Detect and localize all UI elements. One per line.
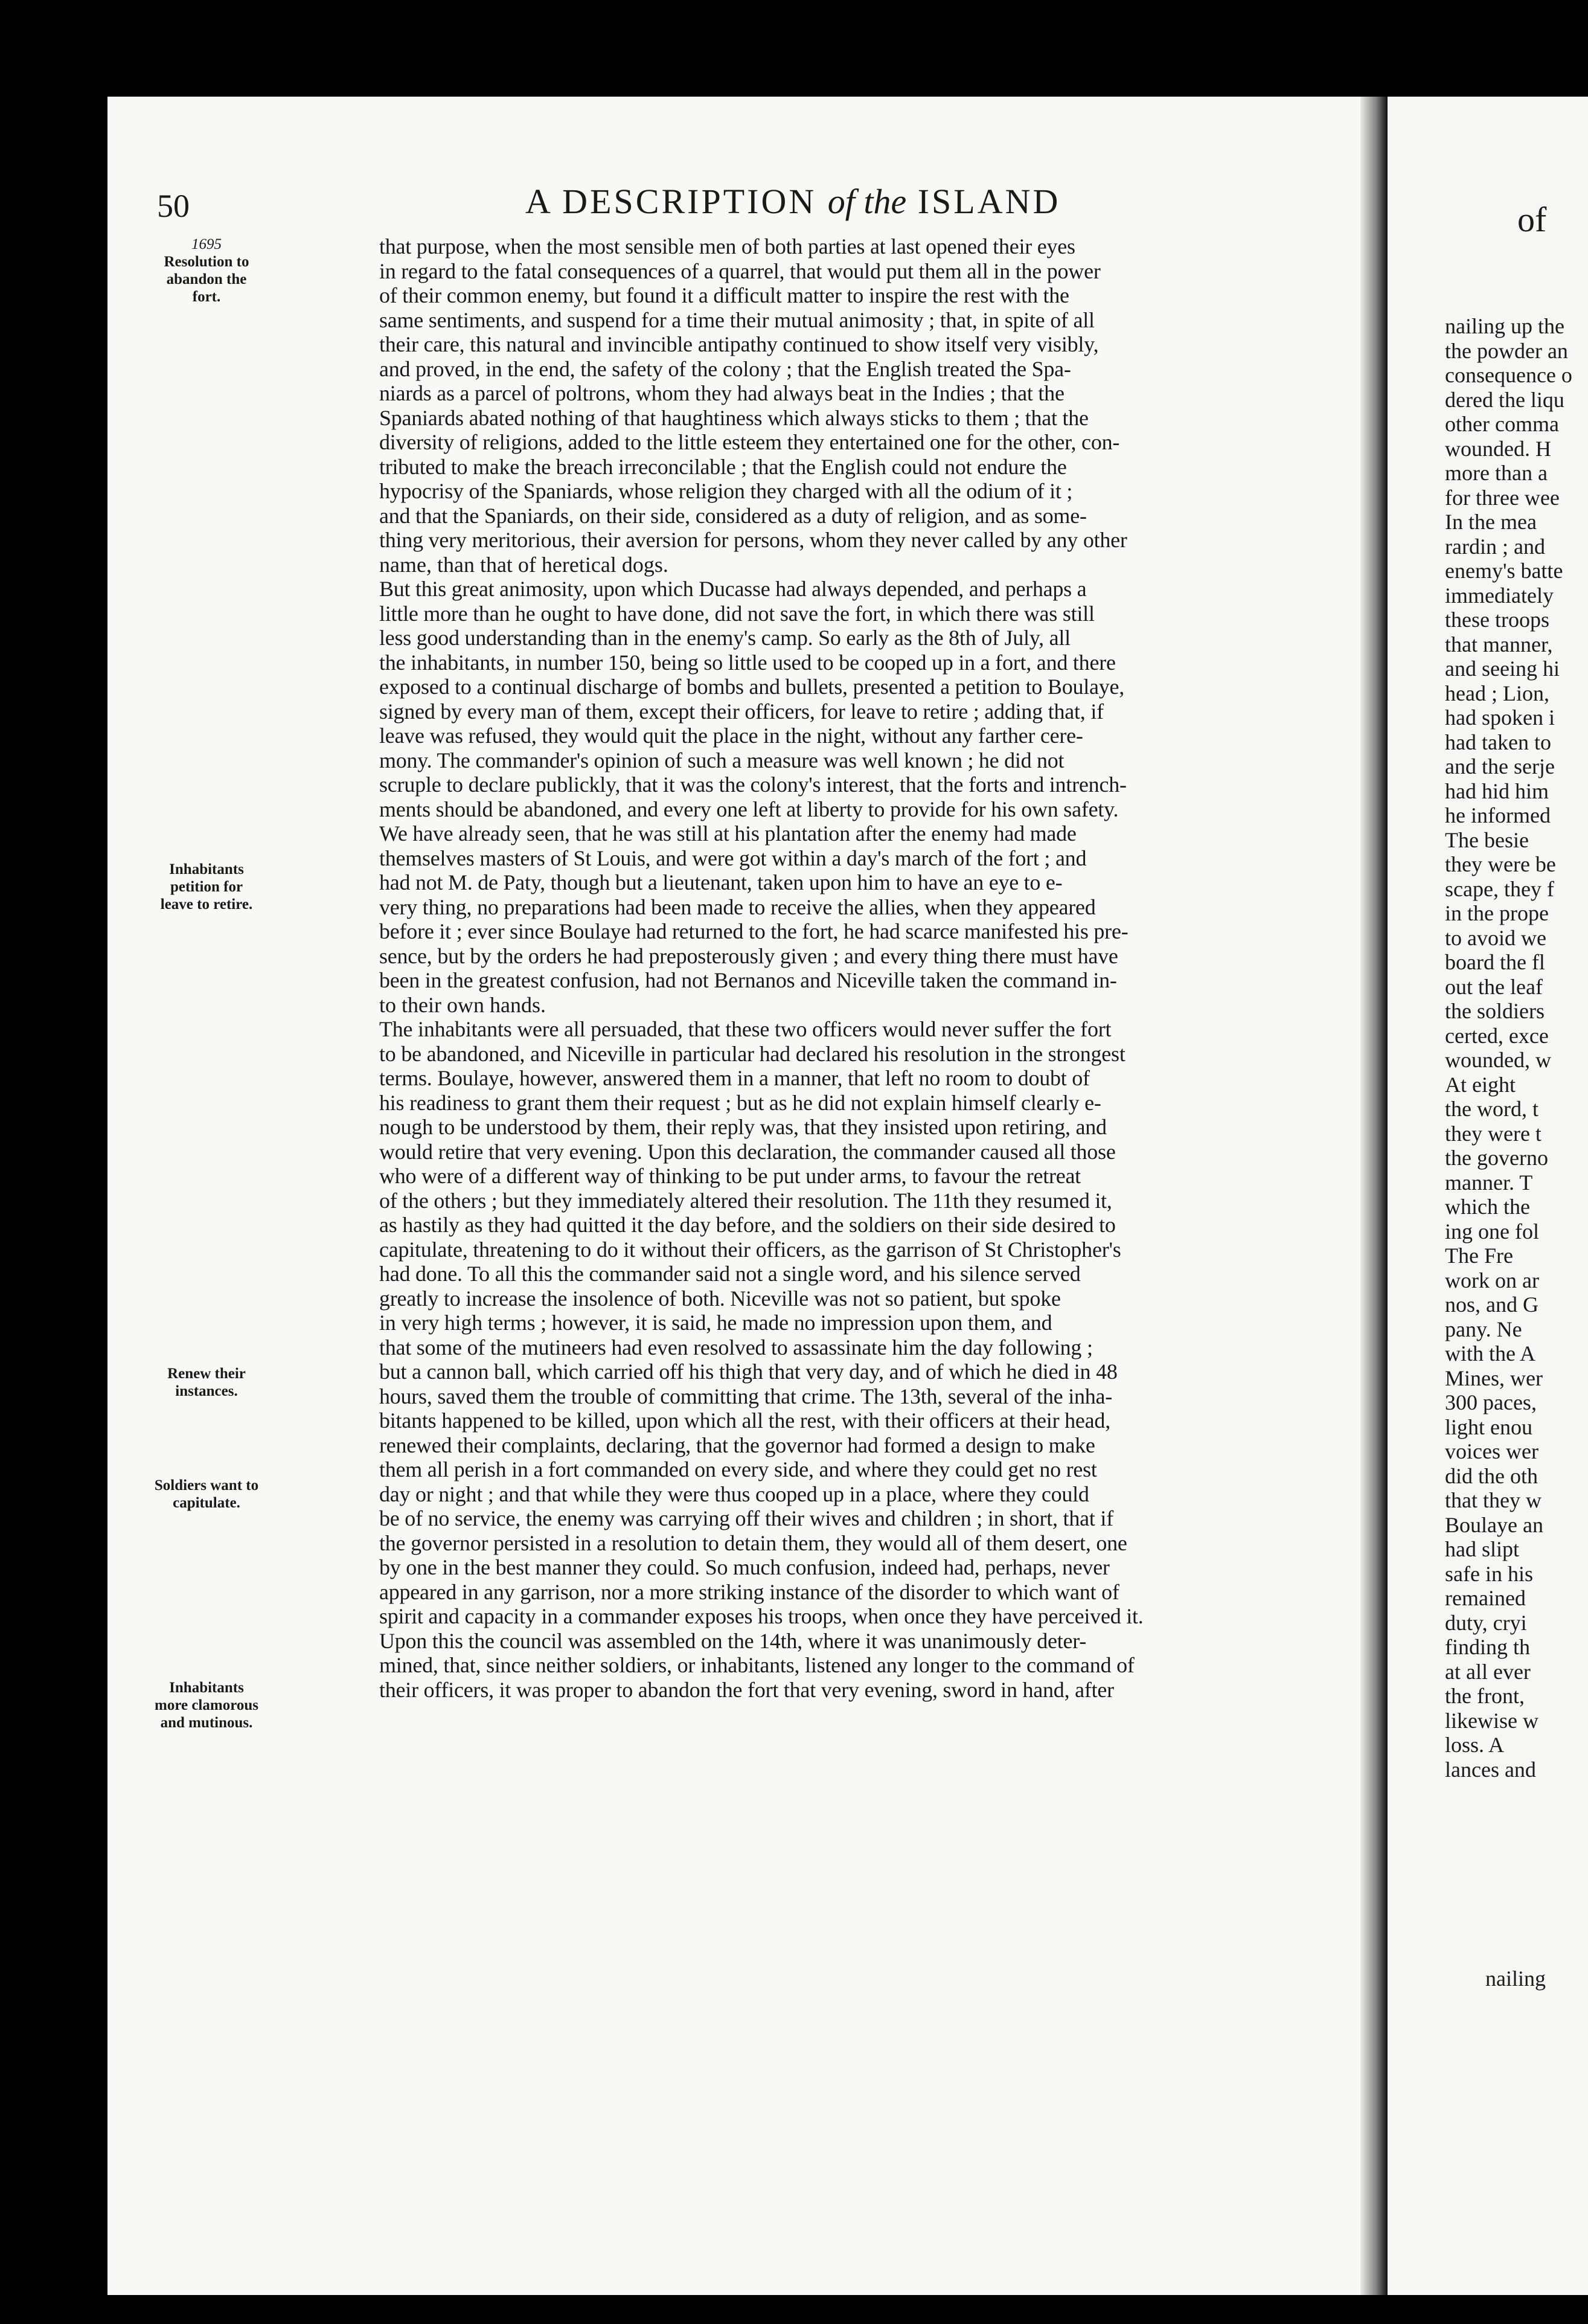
right-page-line: in the prope [1445, 901, 1549, 925]
right-page-line: the word, t [1445, 1097, 1538, 1121]
body-line: the governor persisted in a resolution to detain them, they would all of them desert, one [379, 1530, 1127, 1555]
right-page-line: and seeing hi [1445, 656, 1560, 681]
right-page-line: had hid him [1445, 778, 1549, 803]
body-line: them all perish in a fort commanded on every side, and where they could get no rest [379, 1457, 1097, 1481]
right-page-line: remained [1445, 1586, 1526, 1610]
body-line: and that the Spaniards, on their side, considered as a duty of religion, and as some- [379, 503, 1087, 528]
right-page-line: 300 paces, [1445, 1390, 1537, 1414]
body-line: renewed their complaints, declaring, that the governor had formed a design to make [379, 1433, 1095, 1457]
right-page-line: scape, they f [1445, 876, 1554, 901]
right-page-text [1445, 314, 1588, 1782]
catchword: nailing [1485, 1966, 1546, 1991]
body-line: little more than he ought to have done, did not save the fort, in which there was still [379, 601, 1095, 626]
body-line: tributed to make the breach irreconcilable ; that the English could not endure the [379, 454, 1067, 479]
body-line: scruple to declare publickly, that it was the colony's interest, that the forts and intrench- [379, 772, 1127, 797]
right-page-line: At eight [1445, 1072, 1516, 1097]
body-text [379, 234, 1345, 2209]
body-line: had not M. de Paty, though but a lieutenant, taken upon him to have an eye to e- [379, 870, 1063, 894]
body-line: in regard to the fatal consequences of a quarrel, that would put them all in the power [379, 258, 1101, 283]
body-line: of their common enemy, but found it a difficult matter to inspire the rest with the [379, 283, 1069, 307]
book-gutter [1360, 97, 1388, 2295]
right-page-line: immediately [1445, 583, 1554, 608]
right-page-line: certed, exce [1445, 1023, 1549, 1048]
body-line: his readiness to grant them their request ; but as he did not explain himself clearly e- [379, 1090, 1101, 1115]
body-line: Upon this the council was assembled on the 14th, where it was unanimously deter- [379, 1628, 1087, 1653]
margin-note-text: Inhabitants petition for leave to retire. [160, 861, 253, 913]
right-page-line: nailing up the [1445, 314, 1564, 338]
right-page-header: of [1517, 200, 1547, 239]
right-page-line: work on ar [1445, 1268, 1539, 1292]
right-page-line: at all ever [1445, 1659, 1531, 1684]
right-page-line: voices wer [1445, 1439, 1538, 1463]
body-line: But this great animosity, upon which Ducasse had always depended, and perhaps a [379, 577, 1087, 601]
right-page-line: lances and [1445, 1757, 1536, 1782]
body-line: diversity of religions, added to the little esteem they entertained one for the other, con- [379, 430, 1120, 454]
body-line: as hastily as they had quitted it the day before, and the soldiers on their side desired to [379, 1213, 1116, 1237]
right-page-line: which the [1445, 1195, 1530, 1219]
right-page-line: the governo [1445, 1146, 1548, 1170]
body-line: bitants happened to be killed, upon which all the rest, with their officers at their head, [379, 1408, 1110, 1433]
body-line: signed by every man of them, except their officers, for leave to retire ; adding that, if [379, 699, 1104, 724]
right-page-line: manner. T [1445, 1170, 1533, 1195]
body-line: hypocrisy of the Spaniards, whose religion they charged with all the odium of it ; [379, 479, 1073, 503]
right-page-line: that manner, [1445, 632, 1553, 656]
margin-note [152, 1477, 261, 1512]
right-page-line: with the A [1445, 1341, 1535, 1366]
body-line: had done. To all this the commander said not a single word, and his silence served [379, 1262, 1081, 1286]
right-page-line: finding th [1445, 1635, 1530, 1659]
title-part-2: of the [827, 182, 907, 221]
margin-note [152, 1679, 261, 1732]
body-line: but a cannon ball, which carried off his thigh that very day, and of which he died in 48 [379, 1359, 1118, 1384]
body-line: thing very meritorious, their aversion for persons, whom they never called by any other [379, 528, 1127, 552]
page-number: 50 [157, 188, 190, 224]
body-line: their care, this natural and invincible antipathy continued to show itself very visibly, [379, 332, 1099, 356]
body-line: ments should be abandoned, and every one left at liberty to provide for his own safety. [379, 797, 1119, 821]
body-line: niards as a parcel of poltrons, whom they had always beat in the Indies ; that the [379, 381, 1065, 405]
right-page-line: had slipt [1445, 1537, 1519, 1561]
body-line: spirit and capacity in a commander exposes his troops, when once they have perceived it. [379, 1604, 1144, 1628]
margin-note-text: Renew their instances. [167, 1366, 246, 1399]
margin-note-text: Inhabitants more clamorous and mutinous. [155, 1680, 258, 1731]
body-line: same sentiments, and suspend for a time their mutual animosity ; that, in spite of all [379, 307, 1095, 332]
body-line: terms. Boulaye, however, answered them in a manner, that left no room to doubt of [379, 1066, 1090, 1090]
right-page [1388, 97, 1588, 2295]
body-line: Spaniards abated nothing of that haughtiness which always sticks to them ; that the [379, 405, 1089, 430]
right-page-line: enemy's batte [1445, 559, 1563, 583]
body-line: before it ; ever since Boulaye had returned to the fort, he had scarce manifested his pre- [379, 919, 1129, 943]
right-page-line: The besie [1445, 827, 1529, 852]
body-line: capitulate, threatening to do it without their officers, as the garrison of St Christopher's [379, 1237, 1121, 1262]
margin-note-year: 1695 [191, 236, 222, 252]
running-title [525, 181, 1060, 222]
body-line: that some of the mutineers had even resolved to assassinate him the day following ; [379, 1335, 1093, 1359]
right-page-line: the front, [1445, 1684, 1525, 1708]
margin-note [152, 236, 261, 306]
right-page-line: head ; Lion, [1445, 681, 1549, 705]
body-line: in very high terms ; however, it is said, he made no impression upon them, and [379, 1311, 1052, 1335]
right-page-line: they were t [1445, 1121, 1542, 1146]
right-page-line: wounded. H [1445, 436, 1551, 461]
margin-notes [152, 236, 261, 2229]
right-page-line: these troops [1445, 608, 1549, 632]
body-line: less good understanding than in the enemy's camp. So early as the 8th of July, all [379, 626, 1071, 650]
body-line: that purpose, when the most sensible men of both parties at last opened their eyes [379, 234, 1075, 258]
body-line: very thing, no preparations had been made to receive the allies, when they appeared [379, 894, 1096, 919]
right-page-line: dered the liqu [1445, 387, 1564, 412]
right-page-line: had spoken i [1445, 705, 1555, 730]
right-page-line: he informed [1445, 803, 1551, 827]
right-page-line: safe in his [1445, 1561, 1533, 1586]
right-page-line: they were be [1445, 852, 1556, 876]
right-page-line: that they w [1445, 1488, 1542, 1512]
body-line: the inhabitants, in number 150, being so little used to be cooped up in a fort, and there [379, 650, 1116, 675]
right-page-line: Boulaye an [1445, 1512, 1543, 1537]
right-page-line: more than a [1445, 461, 1548, 485]
right-page-line: loss. A [1445, 1733, 1505, 1757]
right-page-line: for three wee [1445, 485, 1560, 510]
body-line: been in the greatest confusion, had not Bernanos and Niceville taken the command in- [379, 968, 1117, 992]
right-page-line: out the leaf [1445, 974, 1543, 999]
body-line: to their own hands. [379, 992, 546, 1017]
body-line: The inhabitants were all persuaded, that these two officers would never suffer the fort [379, 1017, 1112, 1041]
body-line: of the others ; but they immediately altered their resolution. The 11th they resumed it, [379, 1188, 1112, 1213]
body-line: be of no service, the enemy was carrying off their wives and children ; in short, that if [379, 1506, 1113, 1530]
right-page-line: did the oth [1445, 1463, 1538, 1488]
right-page-line: ing one fol [1445, 1219, 1539, 1244]
title-part-1: A DESCRIPTION [525, 182, 828, 221]
margin-note-text: Resolution to abandon the fort. [164, 254, 249, 305]
body-line: would retire that very evening. Upon this declaration, the commander caused all those [379, 1139, 1116, 1164]
right-page-line: the soldiers [1445, 999, 1545, 1023]
body-line: exposed to a continual discharge of bombs and bullets, presented a petition to Boulaye, [379, 675, 1125, 699]
right-page-line: board the fl [1445, 950, 1545, 974]
body-line: We have already seen, that he was still at his plantation after the enemy had made [379, 821, 1077, 846]
right-page-line: rardin ; and [1445, 534, 1545, 559]
margin-note-text: Soldiers want to capitulate. [154, 1477, 259, 1511]
body-line: leave was refused, they would quit the place in the night, without any farther cere- [379, 724, 1083, 748]
margin-note [152, 1365, 261, 1400]
right-page-line: wounded, w [1445, 1048, 1551, 1072]
right-page-line: consequence o [1445, 363, 1572, 387]
body-line: day or night ; and that while they were thus cooped up in a place, where they could [379, 1481, 1089, 1506]
right-page-line: had taken to [1445, 730, 1551, 754]
right-page-line: the powder an [1445, 338, 1568, 363]
page-header [157, 181, 1304, 230]
body-line: and proved, in the end, the safety of the colony ; that the English treated the Spa- [379, 356, 1071, 381]
right-page-line: The Fre [1445, 1244, 1513, 1268]
right-page-line: Mines, wer [1445, 1366, 1543, 1390]
right-page-line: light enou [1445, 1414, 1532, 1439]
right-page-line: nos, and G [1445, 1292, 1538, 1317]
right-page-line: In the mea [1445, 510, 1537, 534]
body-line: mined, that, since neither soldiers, or inhabitants, listened any longer to the command of [379, 1653, 1135, 1677]
right-page-line: pany. Ne [1445, 1317, 1522, 1341]
right-page-line: to avoid we [1445, 925, 1546, 950]
body-line: appeared in any garrison, nor a more striking instance of the disorder to which want of [379, 1579, 1119, 1604]
body-line: nough to be understood by them, their reply was, that they insisted upon retiring, and [379, 1115, 1107, 1139]
body-line: their officers, it was proper to abandon the fort that very evening, sword in hand, after [379, 1677, 1114, 1702]
right-page-line: other comma [1445, 412, 1559, 436]
body-line: name, than that of heretical dogs. [379, 552, 668, 577]
body-line: to be abandoned, and Niceville in particular had declared his resolution in the strongest [379, 1041, 1125, 1066]
body-line: themselves masters of St Louis, and were got within a day's march of the fort ; and [379, 846, 1087, 870]
body-line: greatly to increase the insolence of both. Niceville was not so patient, but spoke [379, 1286, 1061, 1311]
right-page-line: duty, cryi [1445, 1610, 1527, 1635]
body-line: who were of a different way of thinking to be put under arms, to favour the retreat [379, 1164, 1081, 1188]
right-page-line: likewise w [1445, 1708, 1538, 1733]
title-part-3: ISLAND [906, 182, 1061, 221]
margin-note [152, 861, 261, 913]
body-line: sence, but by the orders he had preposterously given ; and every thing there must have [379, 943, 1118, 968]
body-line: mony. The commander's opinion of such a measure was well known ; he did not [379, 748, 1065, 772]
body-line: hours, saved them the trouble of committing that crime. The 13th, several of the inha- [379, 1384, 1113, 1408]
body-line: by one in the best manner they could. So much confusion, indeed had, perhaps, never [379, 1555, 1110, 1579]
right-page-line: and the serje [1445, 754, 1555, 778]
